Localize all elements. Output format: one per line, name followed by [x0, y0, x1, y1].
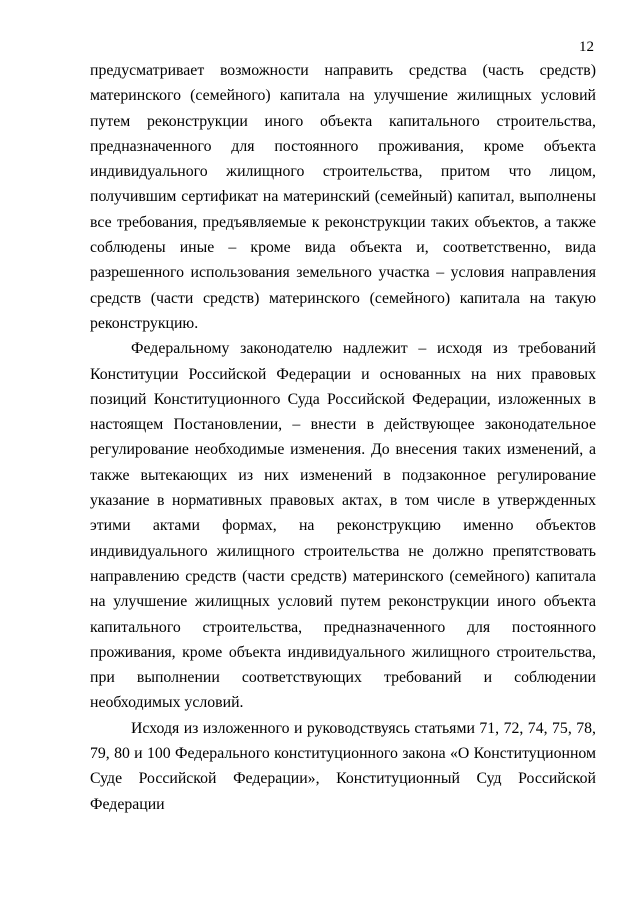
text-line: проживания, кроме объекта индивидуального жилищного строительства,: [90, 643, 596, 661]
text-line: Суде Российской Федерации», Конституционный Суд Российской: [90, 770, 596, 788]
text-line: соблюдены иные – кроме вида объекта и, соответственно, вида: [90, 239, 596, 257]
paragraph-3: [90, 716, 596, 817]
text-line: 79, 80 и 100 Федерального конституционного закона «О Конституционном: [90, 745, 596, 763]
text-line: Исходя из изложенного и руководствуясь статьями 71, 72, 74, 75, 78,: [131, 719, 596, 737]
document-body: [90, 58, 596, 817]
text-line: средств (части средств) материнского (семейного) капитала на такую: [90, 289, 596, 307]
text-line: путем реконструкции иного объекта капитального строительства,: [90, 112, 596, 130]
paragraph-2: [90, 336, 596, 715]
text-line: Федерации: [90, 795, 165, 813]
text-line: необходимых условий.: [90, 694, 244, 712]
text-line: позиций Конституционного Суда Российской Федерации, изложенных в: [90, 390, 596, 408]
page-number: 12: [579, 39, 594, 55]
text-line: индивидуального жилищного строительства не должно препятствовать: [90, 542, 596, 560]
text-line: индивидуального жилищного строительства, притом что лицом,: [90, 163, 596, 181]
text-line: Конституции Российской Федерации и основанных на них правовых: [90, 365, 596, 383]
text-line: разрешенного использования земельного участка – условия направления: [90, 264, 596, 282]
text-line: настоящем Постановлении, – внести в действующее законодательное: [90, 416, 596, 434]
text-line: также вытекающих из них изменений в подзаконное регулирование: [90, 466, 596, 484]
text-line: Федеральному законодателю надлежит – исходя из требований: [131, 340, 596, 358]
text-line: реконструкцию.: [90, 314, 199, 332]
text-line: предусматривает возможности направить средства (часть средств): [90, 62, 596, 79]
text-line: при выполнении соответствующих требований и соблюдении: [90, 669, 596, 687]
text-line: материнского (семейного) капитала на улучшение жилищных условий: [90, 87, 596, 105]
text-line: на улучшение жилищных условий путем реконструкции иного объекта: [90, 593, 596, 611]
text-line: этими актами формах, на реконструкцию именно объектов: [90, 517, 596, 535]
text-line: указание в нормативных правовых актах, в том числе в утвержденных: [90, 492, 596, 510]
text-line: направлению средств (части средств) материнского (семейного) капитала: [90, 567, 596, 585]
text-line: капитального строительства, предназначенного для постоянного: [90, 618, 596, 636]
text-line: предназначенного для постоянного проживания, кроме объекта: [90, 137, 596, 155]
text-line: все требования, предъявляемые к реконструкции таких объектов, а также: [90, 213, 596, 231]
text-line: получившим сертификат на материнский (семейный) капитал, выполнены: [90, 188, 596, 206]
text-line: регулирование необходимые изменения. До внесения таких изменений, а: [90, 441, 596, 459]
paragraph-1: [90, 58, 596, 336]
